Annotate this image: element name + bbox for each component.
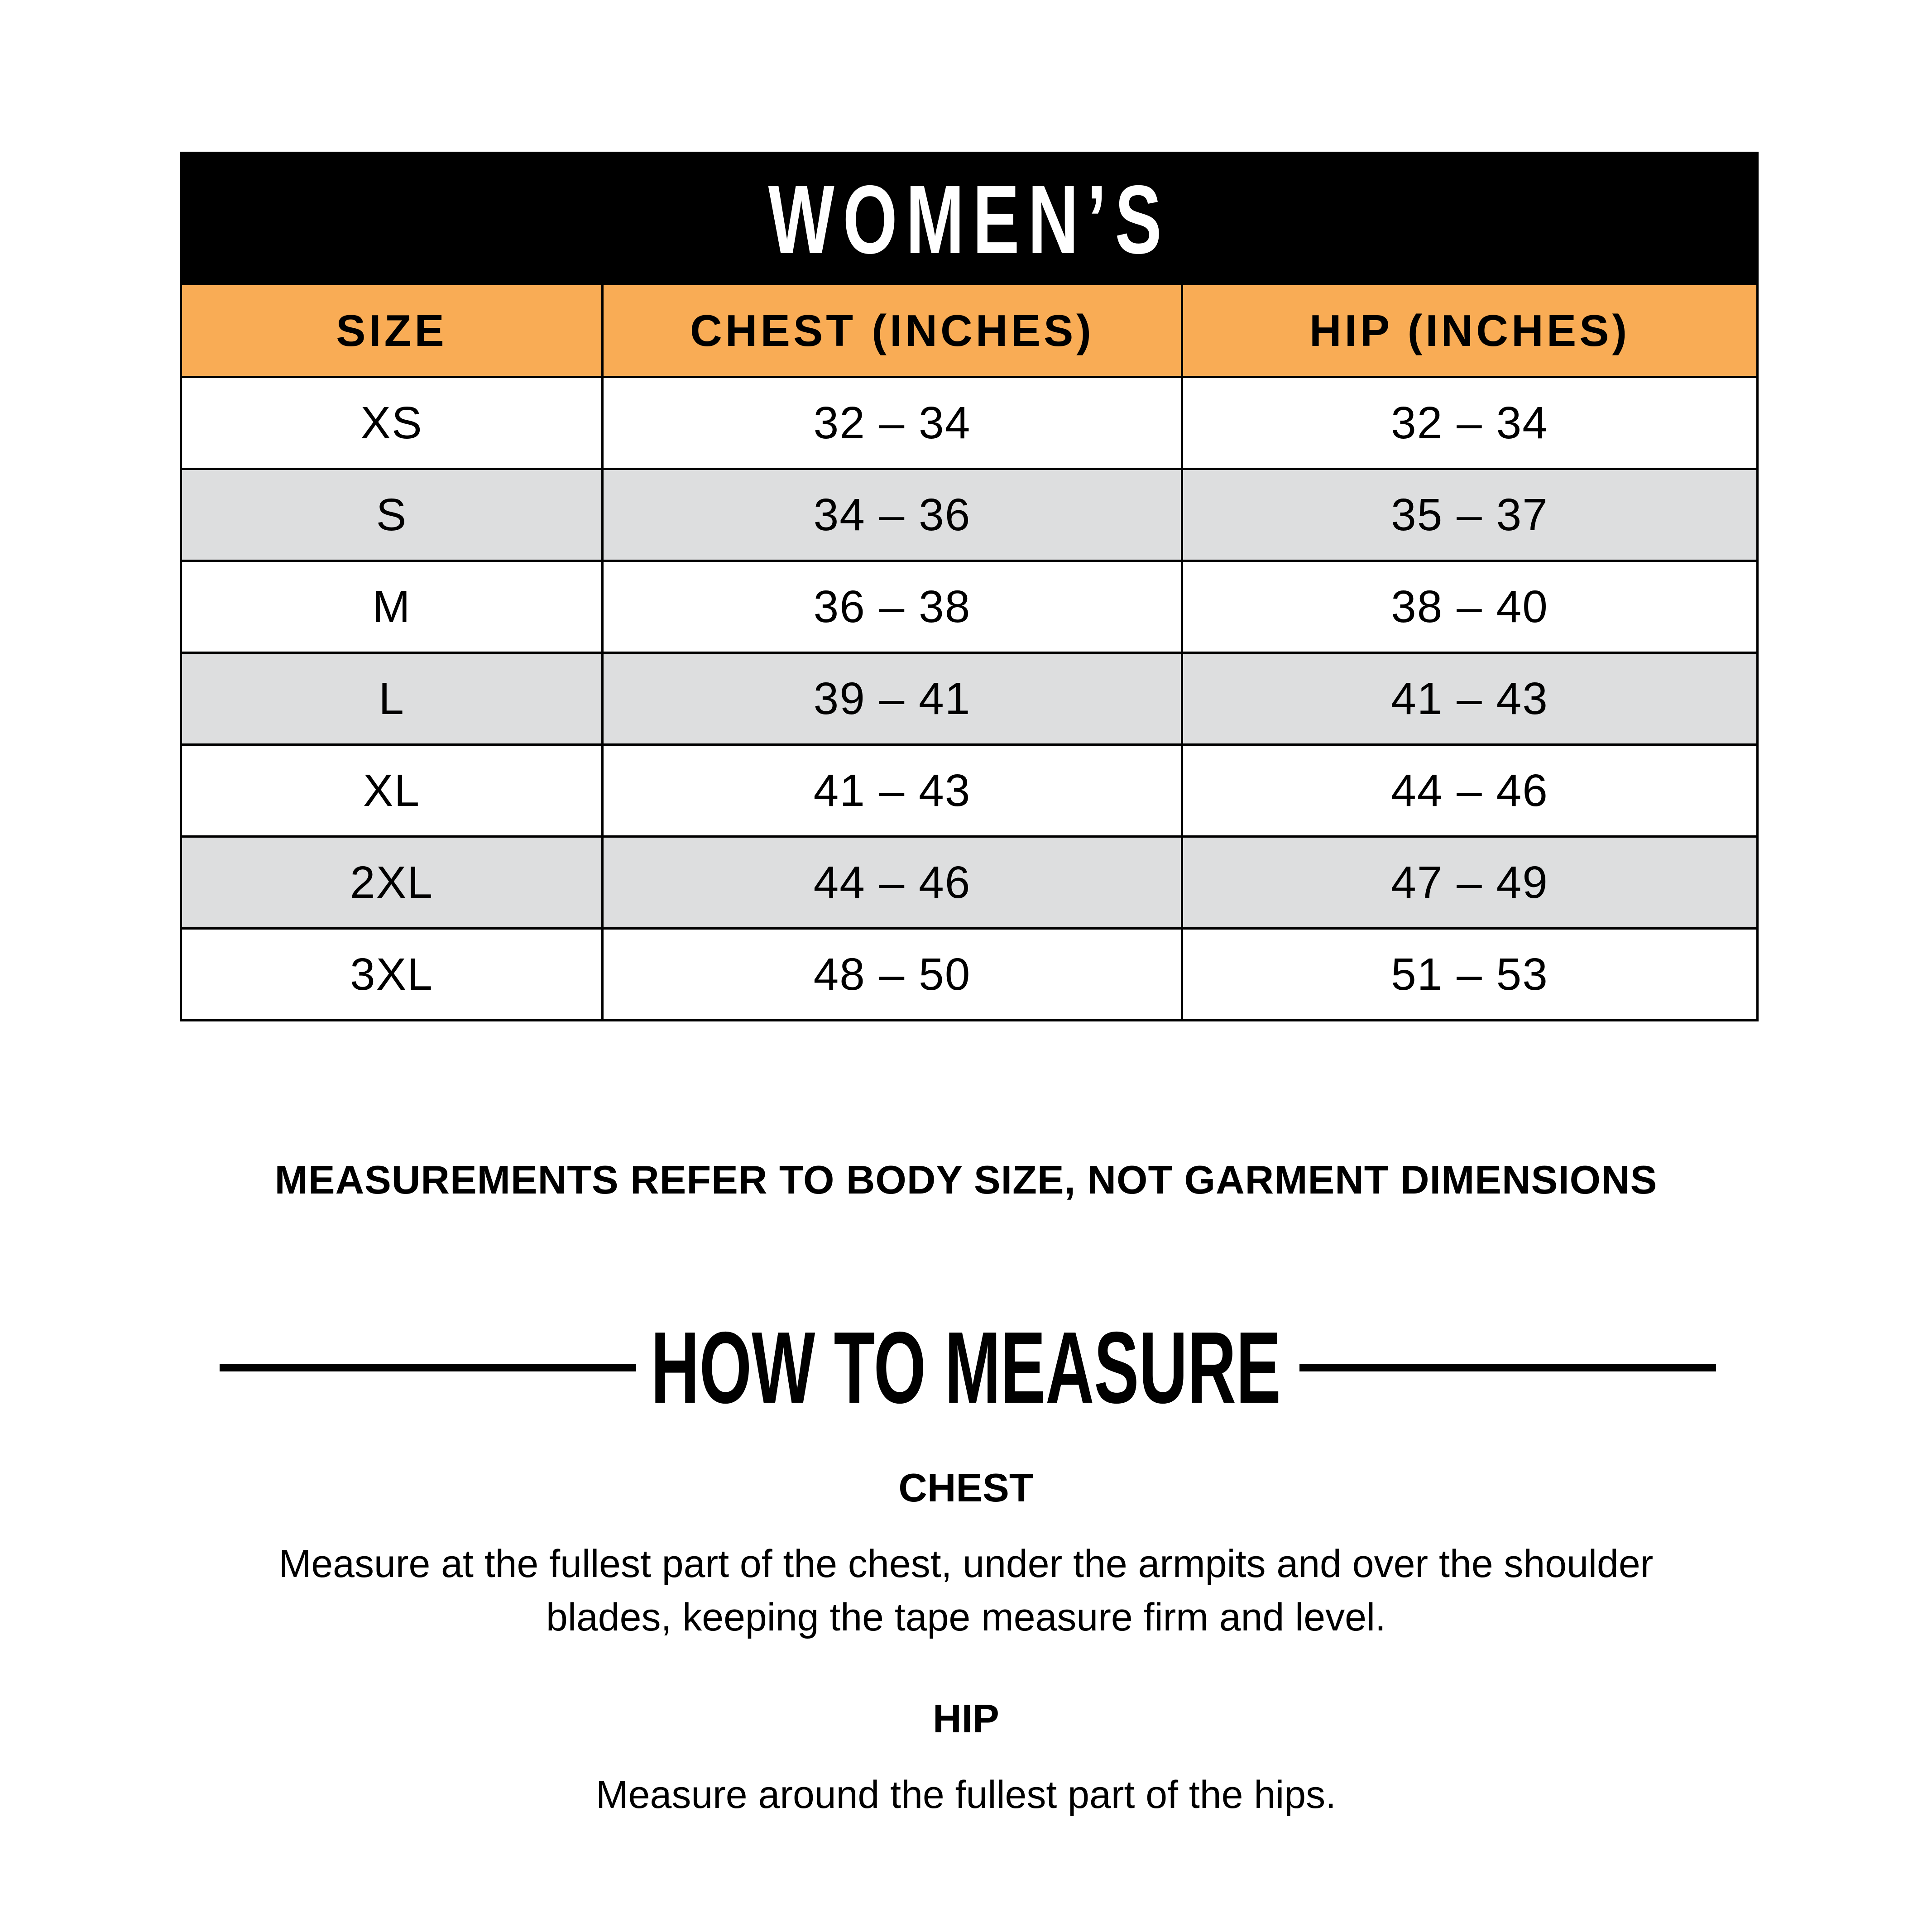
heading-rule-left [220, 1364, 636, 1371]
hip-cell: 41 – 43 [1181, 654, 1756, 743]
size-cell: L [379, 673, 405, 724]
chest-cell: 39 – 41 [601, 654, 1181, 743]
table-row [182, 652, 1756, 743]
chest-cell: 36 – 38 [601, 562, 1181, 652]
table-row [182, 468, 1756, 560]
size-cell: XL [363, 765, 421, 816]
how-to-measure-title-text: HOW TO MEASURE [651, 1310, 1281, 1424]
hip-cell: 35 – 37 [1181, 470, 1756, 560]
size-cell: 3XL [350, 949, 433, 1000]
hip-cell: 32 – 34 [1181, 378, 1756, 468]
hip-cell: 51 – 53 [1181, 930, 1756, 1019]
chest-cell: 32 – 34 [601, 378, 1181, 468]
how-to-measure-title [649, 1310, 1283, 1424]
hip-cell: 38 – 40 [1181, 562, 1756, 652]
measurement-note: MEASUREMENTS REFER TO BODY SIZE, NOT GARMENT DIMENSIONS [274, 1157, 1658, 1202]
size-cell: XS [360, 397, 423, 448]
chest-cell: 34 – 36 [601, 470, 1181, 560]
header-size: SIZE [336, 305, 447, 355]
chest-cell: 44 – 46 [601, 838, 1181, 927]
table-row [182, 835, 1756, 927]
size-cell: M [372, 581, 411, 632]
header-hip: HIP (INCHES) [1181, 285, 1756, 376]
table-title [182, 154, 1756, 285]
chest-instructions: Measure at the fullest part of the chest, under the armpits and over the shoulder blades, keeping the tape measure firm and level. [278, 1542, 1654, 1639]
table-row [182, 560, 1756, 652]
table-row [182, 376, 1756, 468]
size-cell: 2XL [350, 857, 433, 908]
size-chart-table [180, 152, 1759, 1021]
table-row [182, 743, 1756, 835]
chest-label: CHEST [898, 1465, 1034, 1510]
how-to-measure-heading [0, 1310, 1932, 1424]
heading-rule-right [1299, 1364, 1716, 1371]
header-chest: CHEST (INCHES) [601, 285, 1181, 376]
chest-cell: 41 – 43 [601, 746, 1181, 835]
chest-cell: 48 – 50 [601, 930, 1181, 1019]
hip-instructions: Measure around the fullest part of the hips. [596, 1773, 1336, 1817]
table-title-text: WOMEN’S [768, 165, 1170, 274]
hip-label: HIP [933, 1696, 999, 1741]
table-header-row [182, 285, 1756, 376]
size-cell: S [376, 489, 407, 540]
hip-cell: 47 – 49 [1181, 838, 1756, 927]
hip-cell: 44 – 46 [1181, 746, 1756, 835]
table-row [182, 927, 1756, 1019]
